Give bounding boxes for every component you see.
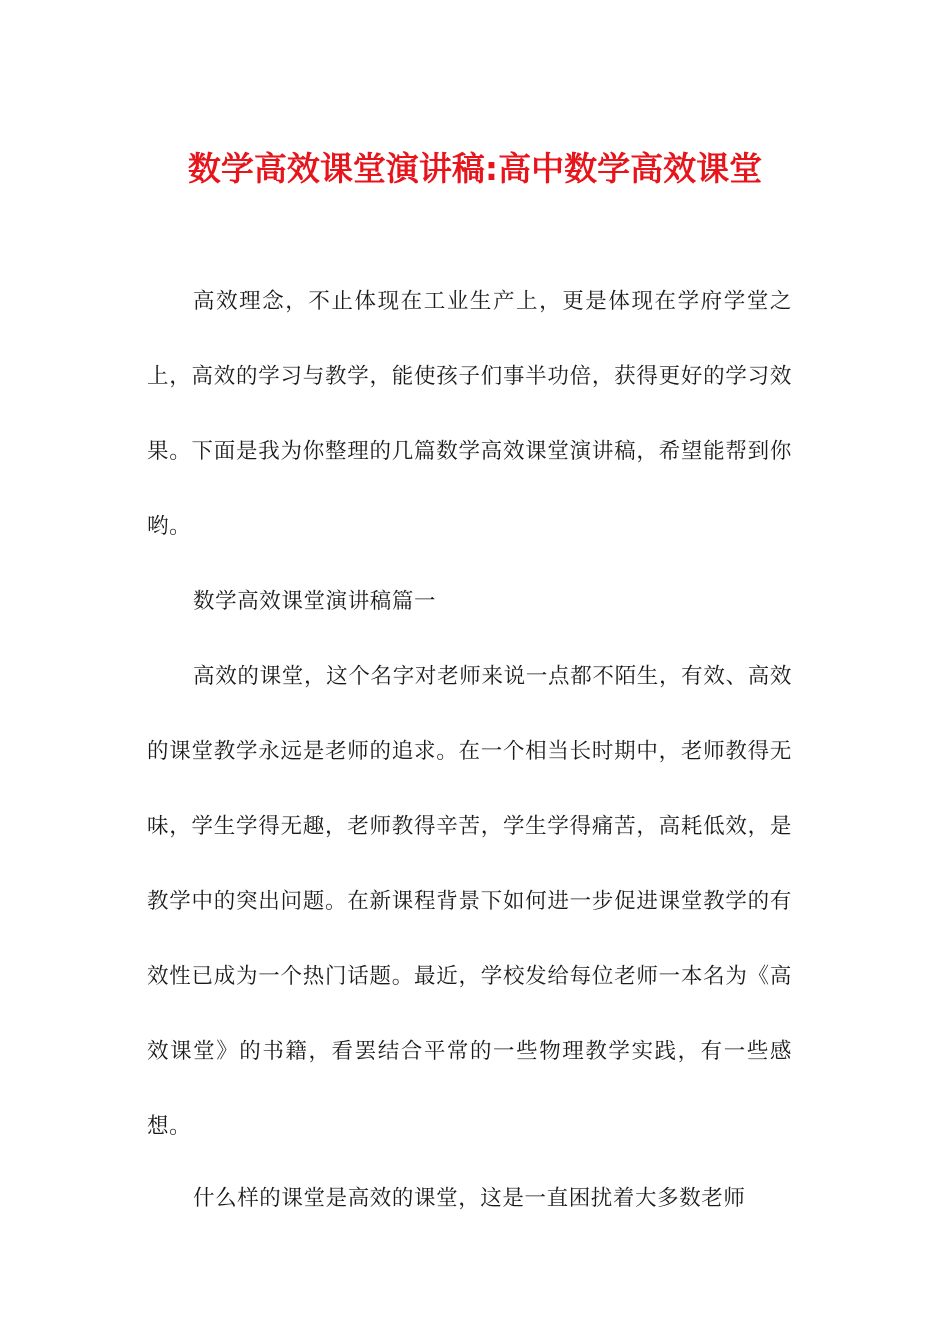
intro-paragraph: 高效理念，不止体现在工业生产上，更是体现在学府学堂之上，高效的学习与教学，能使孩子们事半功倍，获得更好的学习效果。下面是我为你整理的几篇数学高效课堂演讲稿，希望能帮到你哟。 [147,289,792,539]
document-title: 数学高效课堂演讲稿:高中数学高效课堂 [187,149,763,188]
body-paragraph-continued: 什么样的课堂是高效的课堂，这是一直困扰着大多数老师 [193,1186,746,1211]
section-heading: 数学高效课堂演讲稿篇一 [193,589,437,614]
body-paragraph: 高效的课堂，这个名字对老师来说一点都不陌生，有效、高效的课堂教学永远是老师的追求。在一个相当长时期中，老师教得无味，学生学得无趣，老师教得辛苦，学生学得痛苦，高耗低效，是教学中的突出问题。在新课程背景下如何进一步促进课堂教学的有效性已成为一个热门话题。最近，学校发给每位老师一本名为《高效课堂》的书籍，看罢结合平常的一些物理教学实践，有一些感想。 [147,664,792,1139]
